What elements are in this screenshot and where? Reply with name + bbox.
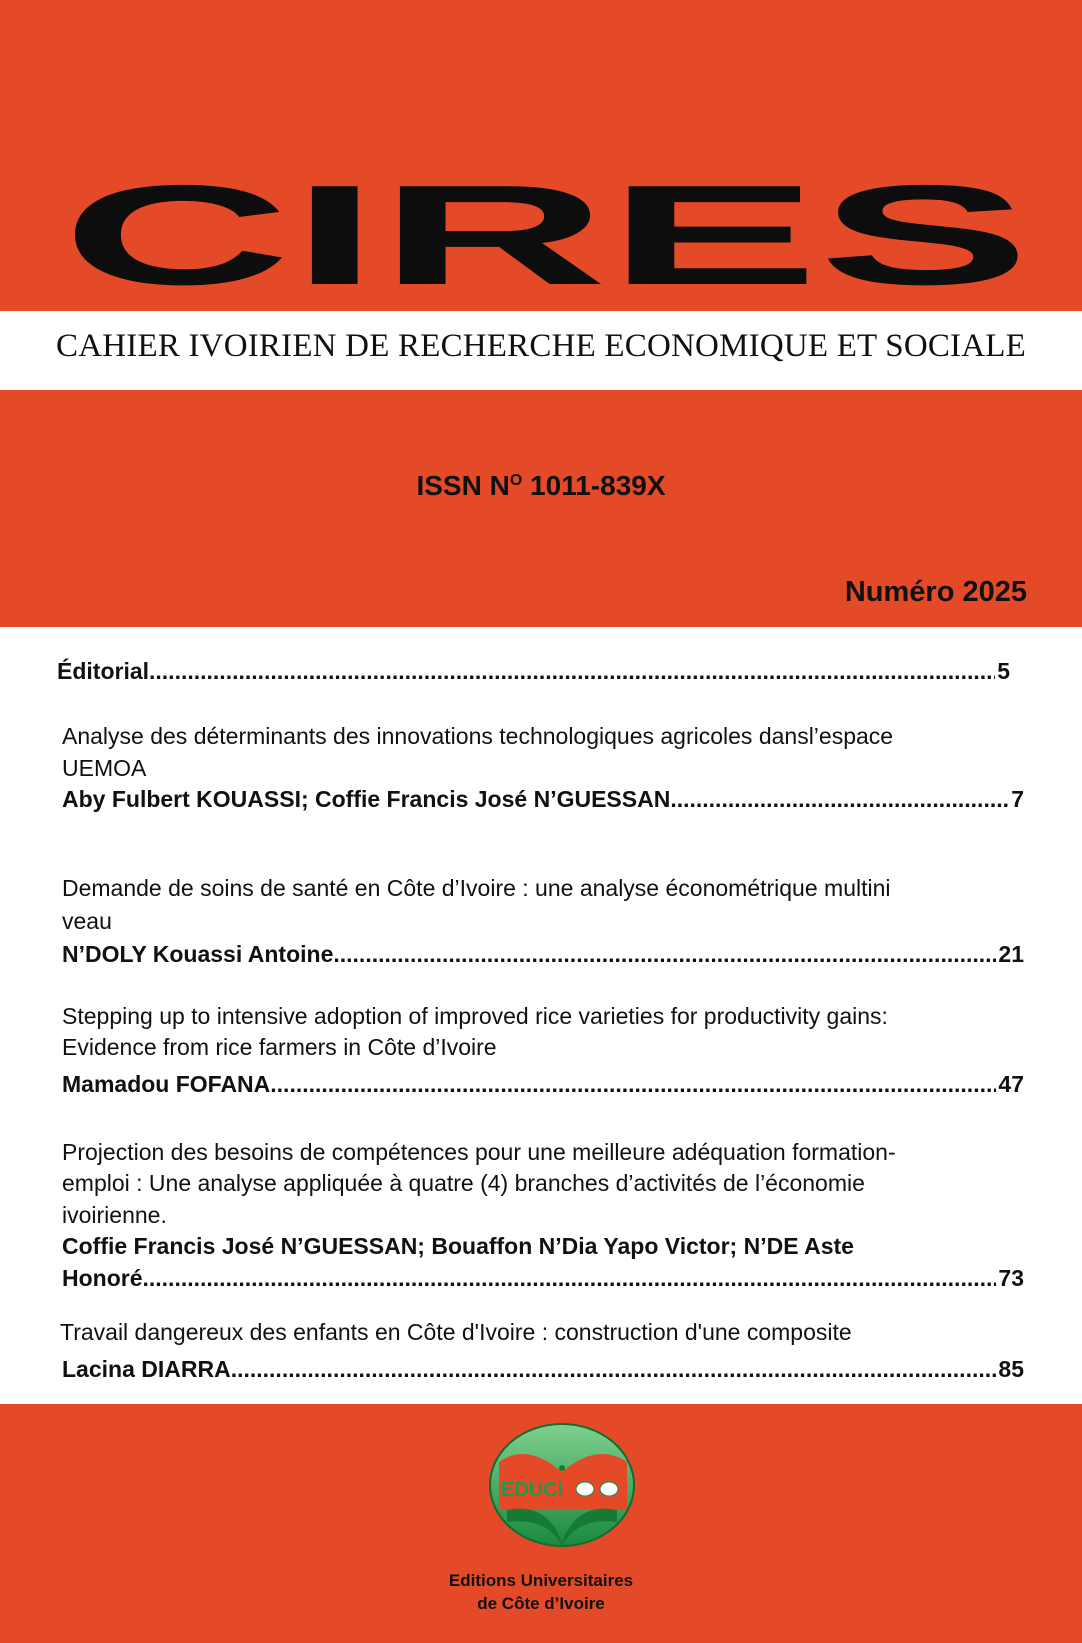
article-title[interactable]: veau xyxy=(62,908,112,934)
article-authors[interactable] xyxy=(62,940,1024,968)
issn xyxy=(0,470,1082,502)
authors: Mamadou FOFANA xyxy=(62,1071,271,1097)
authors: N’DOLY Kouassi Antoine xyxy=(62,941,334,967)
header-band xyxy=(0,0,1082,311)
logo-text: EDUCI xyxy=(501,1479,564,1501)
issn-label: ISSN N xyxy=(416,470,510,501)
article-title[interactable]: Analyse des déterminants des innovations technologiques agricoles dansl’espace xyxy=(62,723,894,749)
article-title[interactable]: Stepping up to intensive adoption of improved rice varieties for productivity gains: xyxy=(62,1003,888,1029)
authors: Lacina DIARRA xyxy=(62,1356,231,1382)
educi-logo xyxy=(487,1422,637,1548)
issn-sup: O xyxy=(509,472,523,489)
toc-label: Éditorial xyxy=(57,658,150,684)
article-title[interactable]: Demande de soins de santé en Côte d’Ivoire : une analyse économétrique multini xyxy=(62,875,891,901)
article-title[interactable]: ivoirienne. xyxy=(62,1202,167,1228)
article-authors[interactable]: Coffie Francis José N’GUESSAN; Bouaffon N’Dia Yapo Victor; N’DE Aste xyxy=(62,1233,854,1259)
toc-page: 85 xyxy=(998,1356,1024,1382)
journal-name: CIRES xyxy=(62,170,1030,290)
publisher-name-line2: de Côte d’Ivoire xyxy=(477,1594,605,1613)
dot-leader xyxy=(270,1070,996,1098)
authors: Honoré xyxy=(62,1265,143,1291)
article-authors[interactable] xyxy=(62,785,1024,813)
journal-subtitle: CAHIER IVOIRIEN DE RECHERCHE ECONOMIQUE ET SOCIALE xyxy=(56,328,1026,364)
toc-page: 73 xyxy=(998,1265,1024,1291)
article-authors[interactable] xyxy=(62,1264,1024,1292)
article-title[interactable]: emploi : Une analyse appliquée à quatre (4) branches d’activités de l’économie xyxy=(62,1170,865,1196)
publisher-name-line1: Editions Universitaires xyxy=(448,1571,634,1590)
article-title[interactable]: Travail dangereux des enfants en Côte d'Ivoire : construction d'une composite xyxy=(60,1319,852,1345)
dot-leader xyxy=(333,940,996,968)
dot-leader xyxy=(149,657,995,685)
toc-page: 7 xyxy=(1011,786,1024,812)
article-title[interactable]: Projection des besoins de compétences pour une meilleure adéquation formation- xyxy=(62,1139,896,1165)
authors: Aby Fulbert KOUASSI; Coffie Francis José N’GUESSAN xyxy=(62,786,671,812)
toc-page: 5 xyxy=(997,658,1010,684)
article-title[interactable]: Evidence from rice farmers in Côte d’Ivoire xyxy=(62,1034,497,1060)
dot-leader xyxy=(231,1355,997,1383)
toc-editorial[interactable] xyxy=(57,657,1010,685)
issn-value: 1011-839X xyxy=(522,470,666,501)
dot-leader xyxy=(670,785,1009,813)
journal-logo-wordmark xyxy=(62,170,1032,290)
toc-page: 21 xyxy=(998,941,1024,967)
article-title[interactable]: UEMOA xyxy=(62,755,147,781)
issue-number: Numéro 2025 xyxy=(844,576,1027,608)
article-authors[interactable] xyxy=(62,1070,1024,1098)
article-authors[interactable] xyxy=(62,1355,1024,1383)
toc-page: 47 xyxy=(998,1071,1024,1097)
dot-leader xyxy=(143,1264,997,1292)
